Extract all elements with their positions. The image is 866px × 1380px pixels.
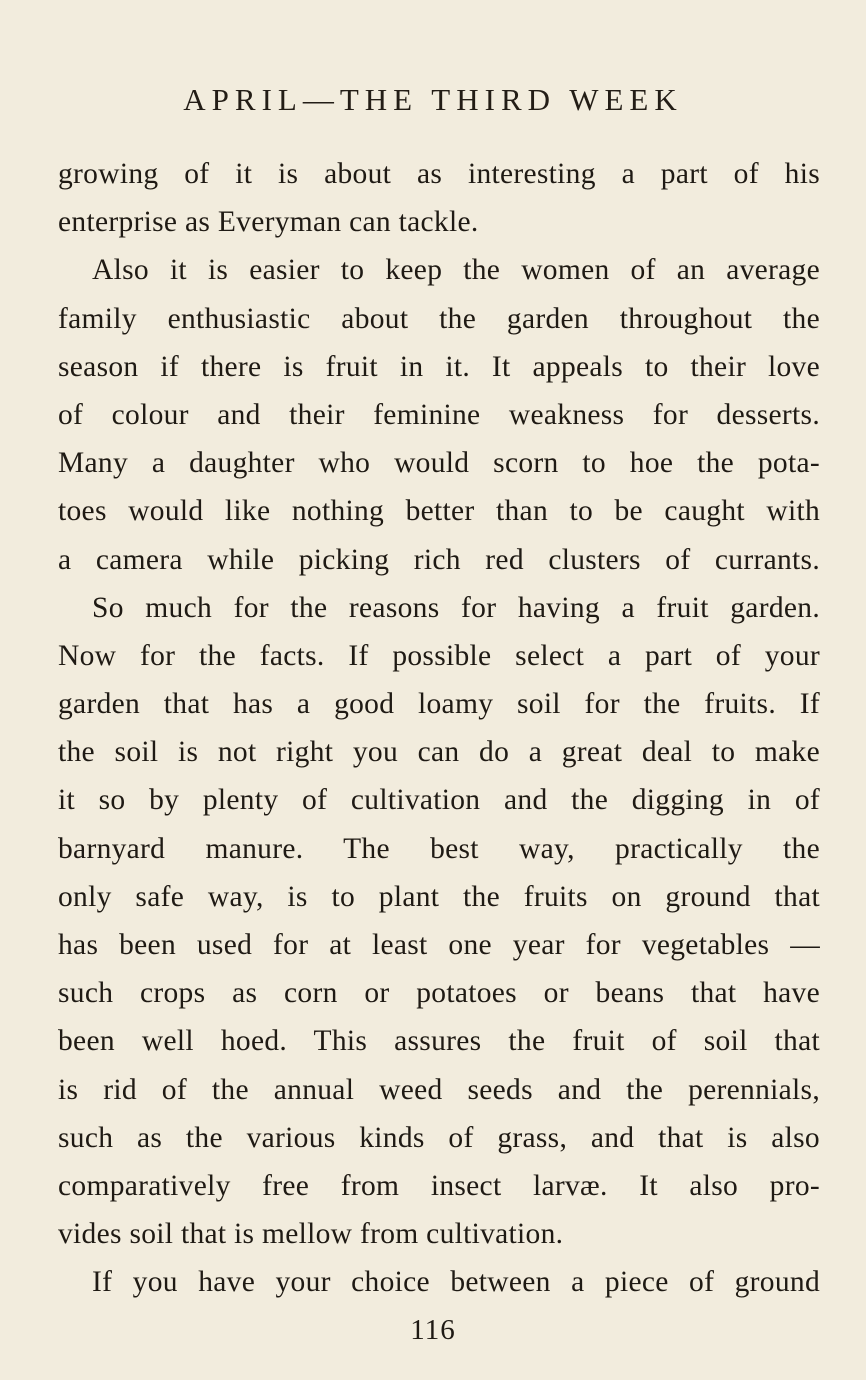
text-line: a camera while picking rich red clusters of currants. bbox=[58, 543, 820, 576]
body-text bbox=[58, 150, 820, 1307]
running-head: APRIL—THE THIRD WEEK bbox=[183, 82, 683, 117]
text-line: been well hoed. This assures the fruit of soil that bbox=[58, 1025, 820, 1058]
text-line: toes would like nothing better than to be caught with bbox=[58, 495, 820, 528]
text-line: Many a daughter who would scorn to hoe the pota- bbox=[58, 447, 820, 480]
text-line: such crops as corn or potatoes or beans that have bbox=[58, 977, 820, 1010]
text-line: garden that has a good loamy soil for the fruits. If bbox=[58, 688, 820, 721]
text-line: is rid of the annual weed seeds and the perennials, bbox=[58, 1073, 820, 1106]
text-line: the soil is not right you can do a great deal to make bbox=[58, 736, 820, 769]
text-line: family enthusiastic about the garden throughout the bbox=[58, 302, 820, 335]
text-line: only safe way, is to plant the fruits on ground that bbox=[58, 880, 820, 913]
text-line: growing of it is about as interesting a part of his bbox=[58, 158, 820, 190]
text-line: vides soil that is mellow from cultivation. bbox=[58, 1218, 564, 1251]
text-line: Now for the facts. If possible select a part of your bbox=[58, 639, 820, 672]
page-number: 116 bbox=[410, 1314, 456, 1346]
text-line: Also it is easier to keep the women of an average bbox=[92, 254, 820, 287]
text-line: barnyard manure. The best way, practically the bbox=[58, 832, 820, 865]
text-line: has been used for at least one year for vegetables — bbox=[58, 929, 820, 961]
text-line: If you have your choice between a piece of ground bbox=[92, 1266, 820, 1299]
text-line: season if there is fruit in it. It appeals to their love bbox=[58, 350, 820, 383]
text-line: it so by plenty of cultivation and the digging in of bbox=[58, 784, 820, 817]
text-line: comparatively free from insect larvæ. It also pro- bbox=[58, 1169, 820, 1202]
text-line: such as the various kinds of grass, and that is also bbox=[58, 1121, 820, 1154]
text-line: of colour and their feminine weakness for desserts. bbox=[58, 398, 820, 431]
text-line: enterprise as Everyman can tackle. bbox=[58, 206, 479, 239]
text-line: So much for the reasons for having a fruit garden. bbox=[92, 591, 820, 624]
